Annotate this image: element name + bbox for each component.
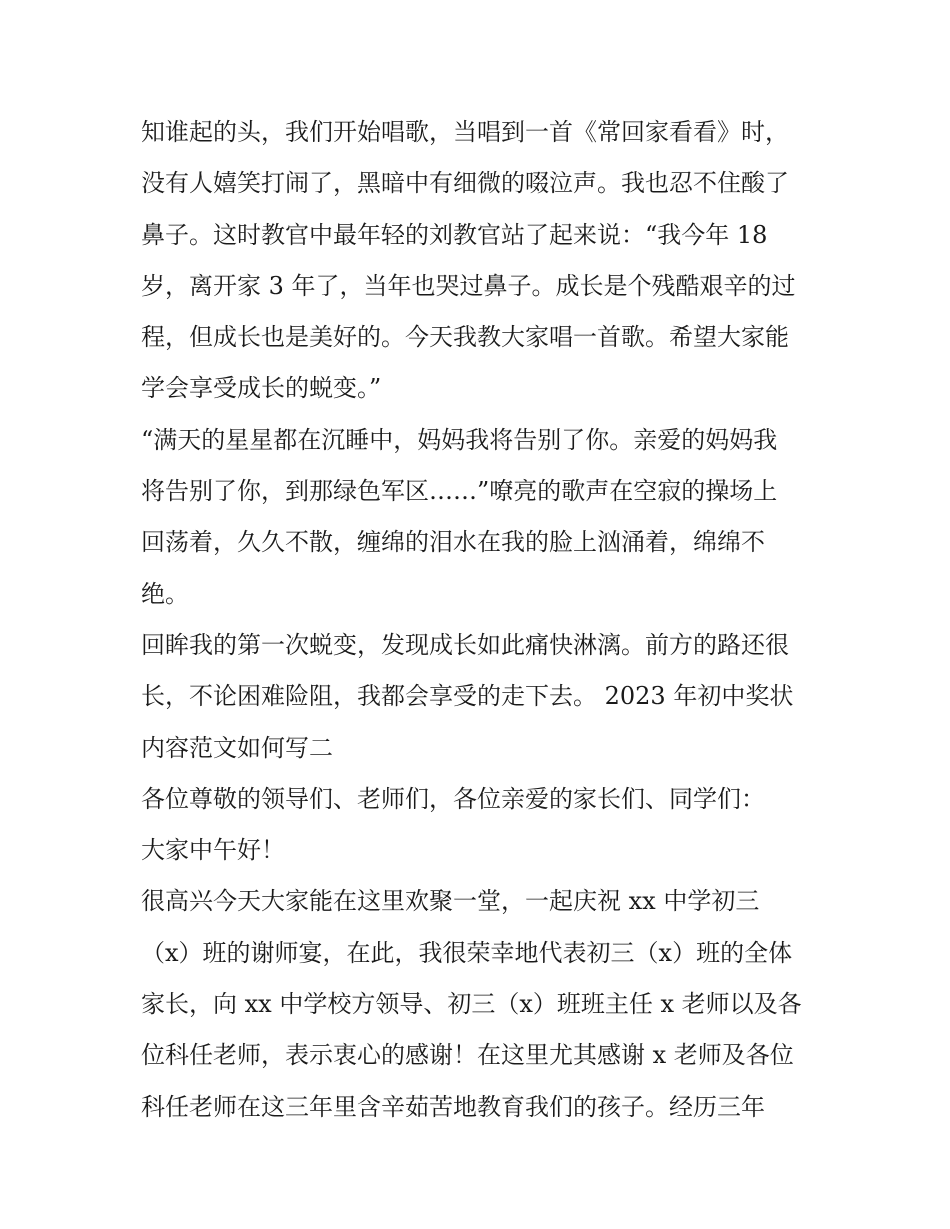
section-title-line: 内容范文如何写二 [141,733,333,762]
text-line: 回眸我的第一次蜕变，发现成长如此痛快淋漓。前方的路还很 [141,630,789,659]
text-line: 没有人嬉笑打闹了，黑暗中有细微的啜泣声。我也忍不住酸了 [141,169,789,198]
text-line: 长，不论困难险阻，我都会享受的走下去。 2023 年初中奖状 [141,682,794,711]
text-line: “满天的星星都在沉睡中，妈妈我将告别了你。亲爱的妈妈我 [141,425,778,454]
text-line: 鼻子。这时教官中最年轻的刘教官站了起来说：“我今年 18 [141,220,768,249]
document-body [141,107,821,1133]
text-line: 知谁起的头，我们开始唱歌，当唱到一首《常回家看看》时， [141,118,789,146]
text-line: 家长，向 xx 中学校方领导、初三（x）班班主任 x 老师以及各 [141,990,802,1019]
text-line: （x）班的谢师宴，在此，我很荣幸地代表初三（x）班的全体 [141,938,793,967]
text-line: 科任老师在这三年里含辛茹苦地教育我们的孩子。经历三年 [141,1092,765,1121]
text-line: 程，但成长也是美好的。今天我教大家唱一首歌。希望大家能 [141,323,789,352]
greeting-line: 各位尊敬的领导们、老师们，各位亲爱的家长们、同学们： [141,784,765,813]
text-line: 回荡着，久久不散，缠绵的泪水在我的脸上汹涌着，绵绵不 [141,528,765,557]
greeting-line: 大家中午好！ [141,836,285,865]
text-line: 位科任老师，表示衷心的感谢！在这里尤其感谢 x 老师及各位 [141,1041,794,1070]
text-line: 将告别了你，到那绿色军区……”嘹亮的歌声在空寂的操场上 [141,477,778,506]
text-line: 绝。 [141,579,189,608]
text-line: 学会享受成长的蜕变。” [141,374,382,403]
text-line: 岁，离开家 3 年了，当年也哭过鼻子。成长是个残酷艰辛的过 [141,271,796,300]
text-line: 很高兴今天大家能在这里欢聚一堂，一起庆祝 xx 中学初三 [141,887,760,916]
